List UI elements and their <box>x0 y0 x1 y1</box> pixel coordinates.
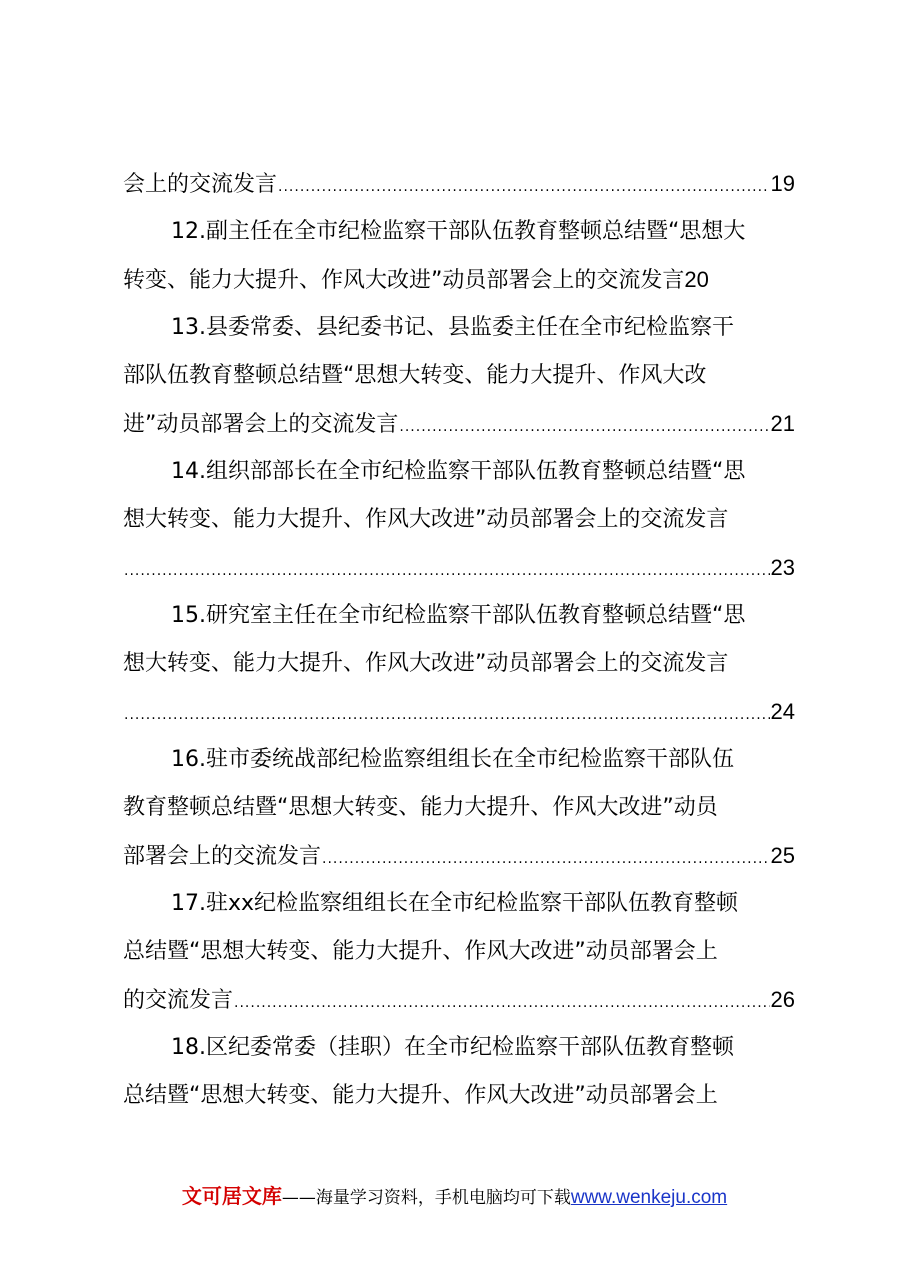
toc-entry-text: 总结暨“思想大转变、能力大提升、作风大改进”动员部署会上 <box>123 1083 718 1108</box>
toc-page-number: 24 <box>770 699 795 724</box>
dot-leader <box>234 979 770 1024</box>
toc-entry-text: 进”动员部署会上的交流发言 <box>123 412 399 437</box>
footer-tagline: ——海量学习资料，手机电脑均可下载 <box>281 1188 571 1208</box>
toc-line <box>123 928 795 976</box>
toc-page-number: 19 <box>770 171 795 196</box>
toc-line <box>123 496 795 544</box>
toc-entry-text: 的交流发言 <box>123 988 234 1013</box>
toc-line <box>123 208 795 256</box>
toc-line <box>123 880 795 928</box>
toc-entry-text: 13.县委常委、县纪委书记、县监委主任在全市纪检监察干 <box>171 315 734 340</box>
toc-line <box>123 1024 795 1072</box>
toc-page-number: 26 <box>770 987 795 1012</box>
toc-line <box>123 160 795 208</box>
footer-brand: 文可居文库 <box>181 1184 282 1208</box>
toc-entry-text: 12.副主任在全市纪检监察干部队伍教育整顿总结暨“思想大 <box>171 219 746 244</box>
toc-entry-text: 16.驻市委统战部纪检监察组组长在全市纪检监察干部队伍 <box>171 747 734 772</box>
toc-line <box>123 544 795 592</box>
toc-entry-text: 会上的交流发言 <box>123 172 278 197</box>
toc-entry-text: 想大转变、能力大提升、作风大改进”动员部署会上的交流发言 <box>123 507 729 532</box>
toc-entry-text: 部队伍教育整顿总结暨“思想大转变、能力大提升、作风大改 <box>123 363 707 388</box>
toc-entry-text: 14.组织部部长在全市纪检监察干部队伍教育整顿总结暨“思 <box>171 459 746 484</box>
toc-entry-text: 教育整顿总结暨“思想大转变、能力大提升、作风大改进”动员 <box>123 795 718 820</box>
dot-leader <box>278 163 770 208</box>
toc-page-number: 21 <box>770 411 795 436</box>
toc-entry-text: 18.区纪委常委（挂职）在全市纪检监察干部队伍教育整顿 <box>171 1035 734 1060</box>
toc-line <box>123 736 795 784</box>
dot-leader <box>124 547 770 592</box>
toc-line <box>123 256 795 304</box>
toc-page-number: 25 <box>770 843 795 868</box>
toc-page-number: 20 <box>684 267 709 292</box>
toc-line <box>123 1072 795 1120</box>
toc-page-number: 23 <box>770 555 795 580</box>
toc-entry-text: 15.研究室主任在全市纪检监察干部队伍教育整顿总结暨“思 <box>171 603 746 628</box>
toc-line <box>123 976 795 1024</box>
toc-line <box>123 784 795 832</box>
toc-line <box>123 400 795 448</box>
dot-leader <box>399 403 769 448</box>
toc-line <box>123 448 795 496</box>
toc-line <box>123 352 795 400</box>
toc-line <box>123 640 795 688</box>
toc-entry-text: 部署会上的交流发言 <box>123 844 322 869</box>
dot-leader <box>322 835 770 880</box>
page-footer <box>0 1183 909 1211</box>
toc-line <box>123 688 795 736</box>
toc-line <box>123 832 795 880</box>
toc-entry-text: 转变、能力大提升、作风大改进”动员部署会上的交流发言 <box>123 268 685 293</box>
toc-entry-text: 总结暨“思想大转变、能力大提升、作风大改进”动员部署会上 <box>123 939 718 964</box>
toc-line <box>123 592 795 640</box>
footer-site-link[interactable]: www.wenkeju.com <box>570 1187 728 1208</box>
toc-entry-text: 17.驻xx纪检监察组组长在全市纪检监察干部队伍教育整顿 <box>171 891 739 916</box>
toc-line <box>123 304 795 352</box>
dot-leader <box>124 691 770 736</box>
toc-entry-text: 想大转变、能力大提升、作风大改进”动员部署会上的交流发言 <box>123 651 729 676</box>
table-of-contents <box>123 160 795 1120</box>
